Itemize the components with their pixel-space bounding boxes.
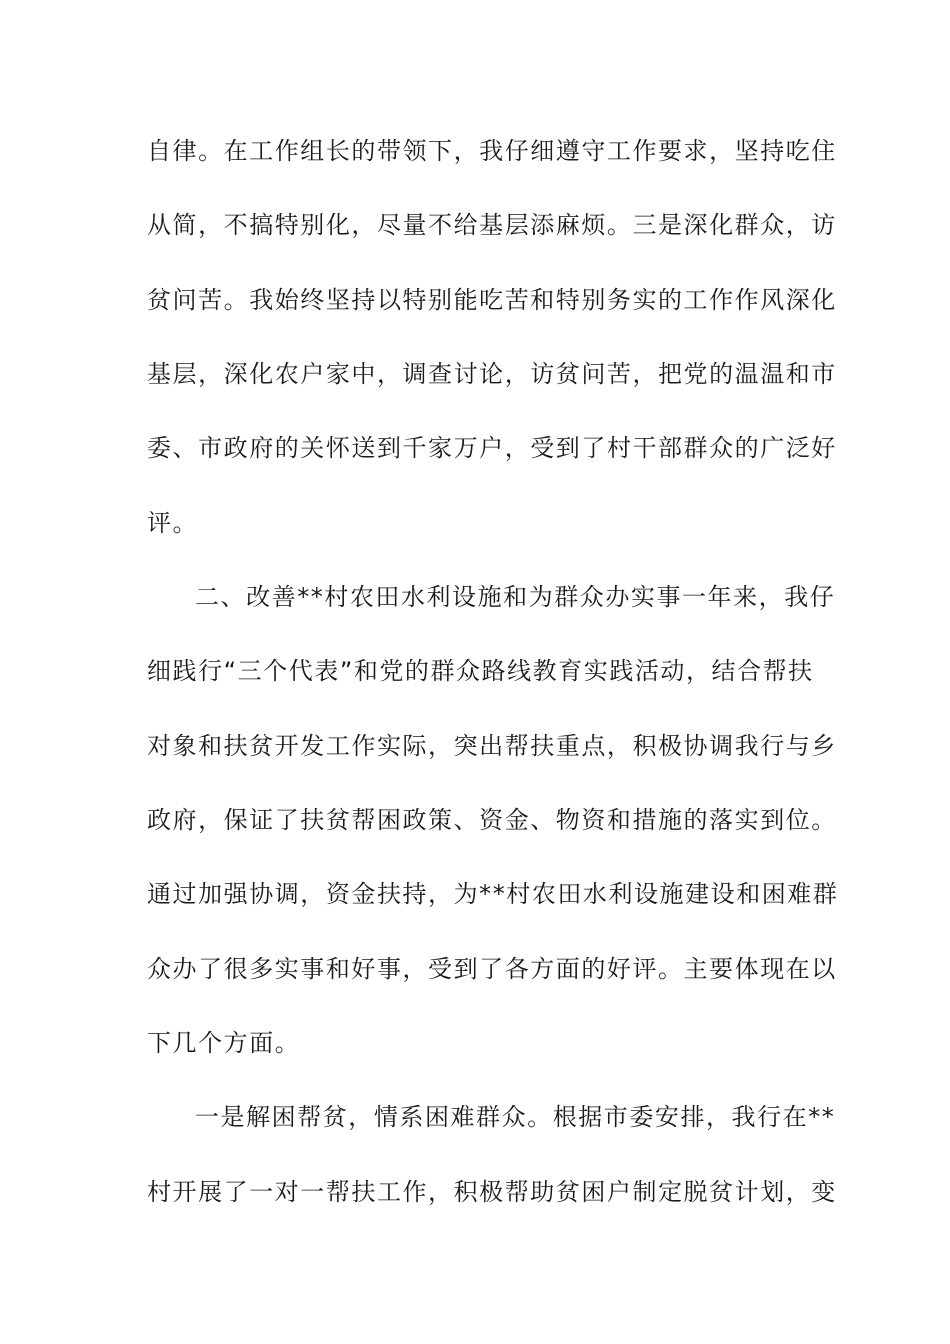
text-line: 委、市政府的关怀送到千家万户，受到了村干部群众的广泛好: [147, 434, 837, 462]
text-line: 自律。在工作组长的带领下，我仔细遵守工作要求，坚持吃住: [147, 137, 837, 165]
text-line: 政府，保证了扶贫帮困政策、资金、物资和措施的落实到位。: [147, 806, 837, 834]
text-line: 细践行“三个代表”和党的群众路线教育实践活动，结合帮扶: [147, 657, 814, 685]
text-line: 通过加强协调，资金扶持，为**村农田水利设施建设和困难群: [147, 880, 839, 908]
text-line: 从简，不搞特别化，尽量不给基层添麻烦。三是深化群众，访: [147, 211, 837, 239]
text-line: 基层，深化农户家中，调查讨论，访贫问苦，把党的温温和市: [147, 360, 837, 388]
paragraph-first-line: 二、改善**村农田水利设施和为群众办实事一年来，我仔: [195, 583, 836, 611]
text-line: 贫问苦。我始终坚持以特别能吃苦和特别务实的工作作风深化: [147, 286, 837, 314]
text-line: 众办了很多实事和好事，受到了各方面的好评。主要体现在以: [147, 955, 837, 983]
text-line: 对象和扶贫开发工作实际，突出帮扶重点，积极协调我行与乡: [147, 732, 837, 760]
text-line: 村开展了一对一帮扶工作，积极帮助贫困户制定脱贫计划，变: [147, 1178, 837, 1206]
text-line: 下几个方面。: [147, 1029, 301, 1057]
paragraph-first-line: 一是解困帮贫，情系困难群众。根据市委安排，我行在**: [195, 1103, 836, 1131]
text-line: 评。: [147, 509, 199, 537]
